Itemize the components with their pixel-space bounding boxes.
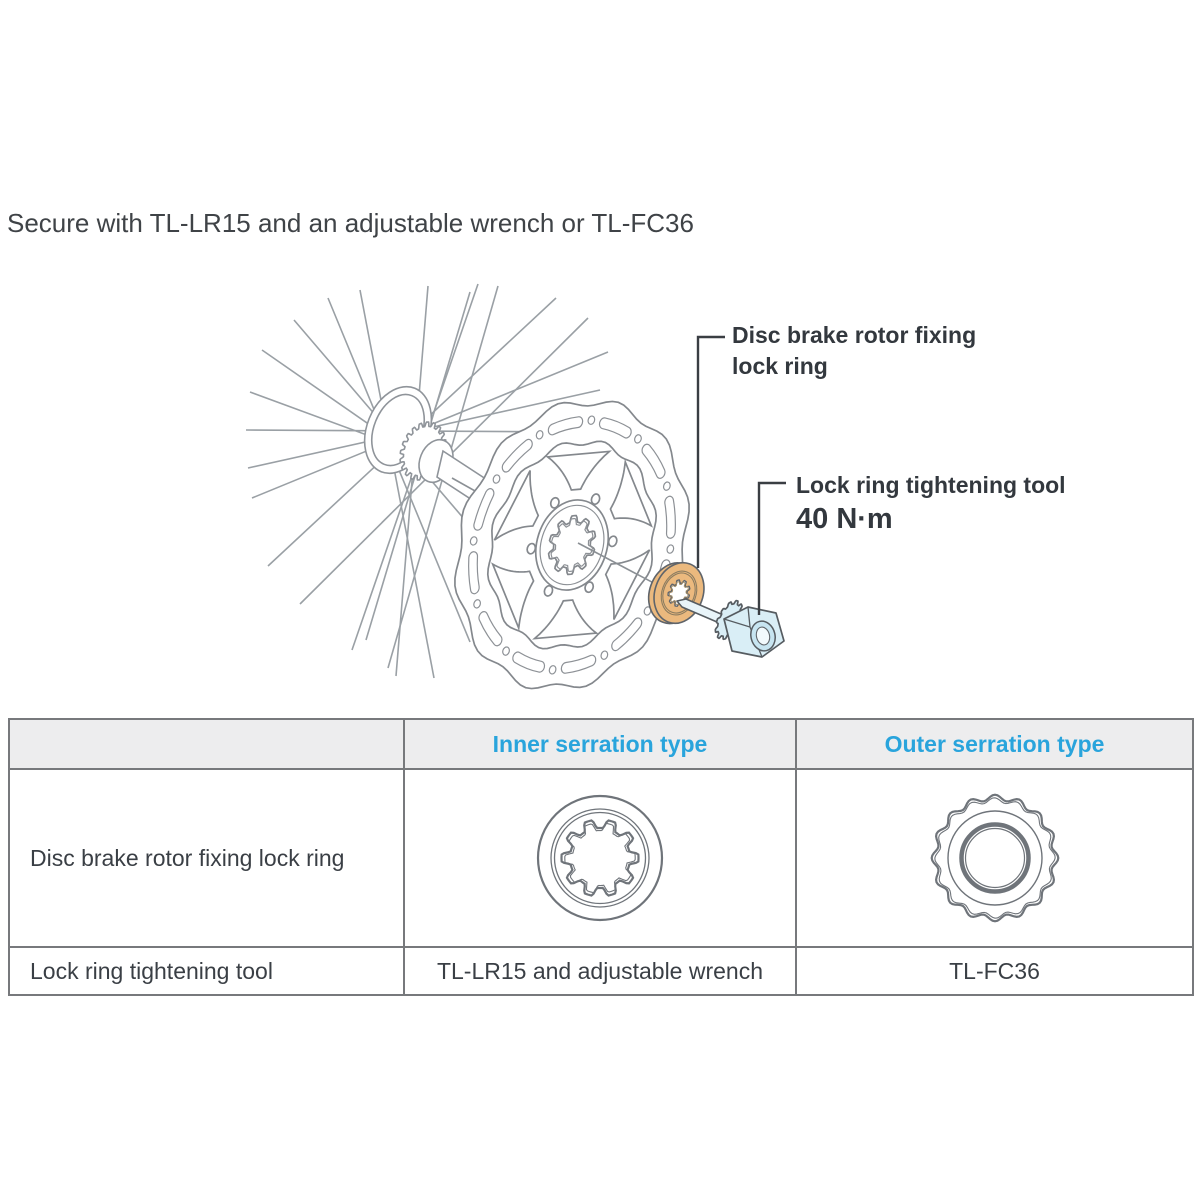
wheel-hub-illustration [352, 377, 548, 532]
header-inner-serration: Inner serration type [404, 719, 796, 769]
table-row [9, 947, 1193, 995]
lock-ring-illustration [640, 554, 712, 632]
inner-serration-cell [404, 769, 796, 947]
tool-outer-cell: TL-FC36 [796, 947, 1193, 995]
lock-ring-callout-label [732, 320, 976, 382]
lock-ring-leader-line [698, 337, 725, 568]
torque-value: 40 N·m [796, 503, 893, 535]
disc-brake-rotor-illustration [417, 367, 727, 723]
outer-serration-cell [796, 769, 1193, 947]
tool-callout-label [796, 470, 1066, 537]
row-tool-label: Lock ring tightening tool [9, 947, 404, 995]
page-title: Secure with TL-LR15 and an adjustable wrench or TL-FC36 [7, 208, 694, 238]
tool-callout-line1: Lock ring tightening tool [796, 472, 1066, 498]
serration-type-table [8, 718, 1194, 996]
tool-inner-cell: TL-LR15 and adjustable wrench [404, 947, 796, 995]
wheel-spokes-illustration [246, 284, 608, 678]
outer-serration-ring-icon [925, 788, 1065, 928]
table-row [9, 769, 1193, 947]
row-lock-ring-label: Disc brake rotor fixing lock ring [9, 769, 404, 947]
tightening-tool-illustration [677, 596, 784, 657]
lock-ring-callout-line1: Disc brake rotor fixing [732, 322, 977, 348]
inner-serration-ring-icon [530, 788, 670, 928]
axle-axis-line [578, 543, 682, 598]
table-header-row [9, 719, 1193, 769]
tool-leader-line [759, 483, 786, 615]
header-empty-cell [9, 719, 404, 769]
lock-ring-callout-line2: lock ring [732, 353, 828, 379]
header-outer-serration: Outer serration type [796, 719, 1193, 769]
